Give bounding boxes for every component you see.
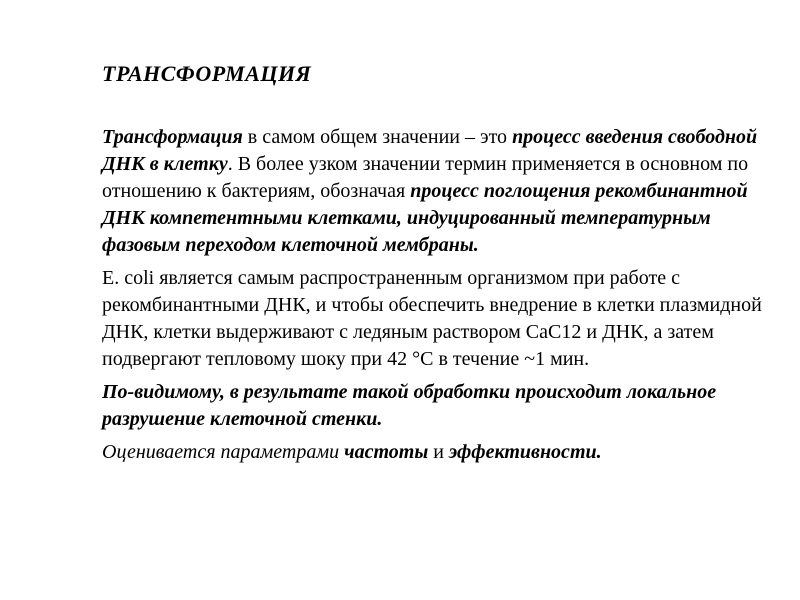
- slide-body: [102, 124, 762, 472]
- text-fragment: . В более узком значении термин применяется в основном по отношению к бактериям, обозначая: [102, 153, 749, 202]
- narrow-definition-emphasis: процесс поглощения рекомбинантной ДНК компетентными клетками, индуцированный температурным фазовым переходом клеточной мембраны.: [102, 180, 748, 256]
- definition-emphasis: процесс введения свободной ДНК в клетку: [102, 126, 758, 175]
- term-transformation: Трансформация: [102, 126, 243, 148]
- paragraph-definition: [102, 124, 762, 259]
- term-efficiency: эффективности.: [448, 441, 602, 463]
- text-fragment: и: [428, 441, 449, 463]
- text-fragment: в самом общем значении – это: [242, 126, 513, 148]
- text-fragment: Оценивается параметрами: [102, 441, 345, 463]
- paragraph-parameters: [102, 439, 762, 466]
- slide-title: ТРАНСФОРМАЦИЯ: [102, 61, 312, 86]
- paragraph-ecoli: E. coli является самым распространенным организмом при работе с рекомбинантными ДНК, и чтобы обеспечить внедрение в клетки плазмидной ДНК, клетки выдерживают с ледяным раствором CaC12 и ДНК, а затем подвергают тепловому шоку при 42 °С в течение ~1 мин.: [102, 267, 762, 370]
- term-frequency: частоты: [344, 441, 429, 463]
- paragraph-conclusion: По-видимому, в результате такой обработки происходит локальное разрушение клеточной стенки.: [102, 381, 717, 430]
